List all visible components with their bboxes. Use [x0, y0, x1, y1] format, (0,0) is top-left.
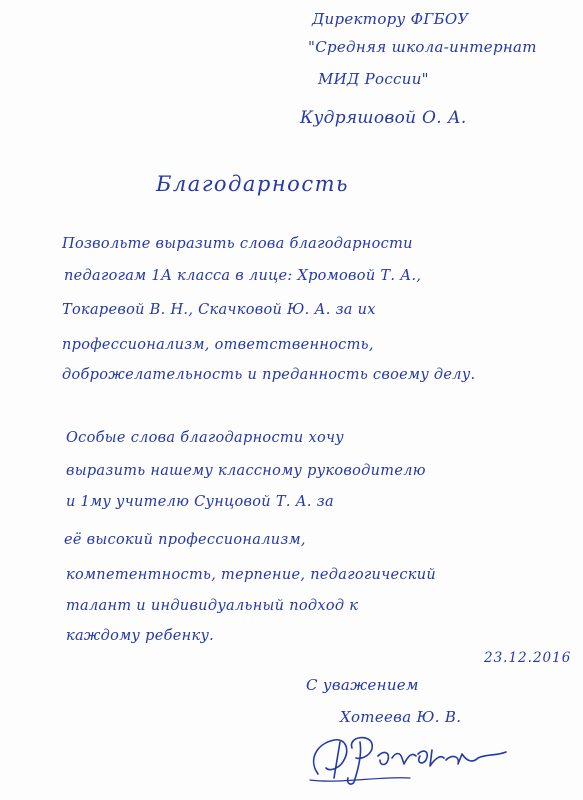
letter-title: Благодарность — [156, 172, 349, 196]
addressee-line-3: МИД России" — [318, 70, 429, 88]
addressee-name: Кудряшовой О. А. — [300, 108, 467, 128]
addressee-line-1: Директору ФГБОУ — [312, 10, 469, 28]
paragraph-2-line-7: каждому ребенку. — [66, 628, 215, 644]
signature-icon — [300, 730, 515, 790]
closing-phrase: С уважением — [306, 676, 419, 694]
addressee-line-2: "Средняя школа-интернат — [308, 38, 537, 56]
paragraph-1-line-1: Позвольте выразить слова благодарности — [62, 236, 413, 252]
signer-name: Хотеева Ю. В. — [340, 708, 462, 726]
paragraph-2-line-2: выразить нашему классному руководителю — [66, 463, 426, 479]
paragraph-2-line-6: талант и индивидуальный подход к — [66, 598, 359, 614]
paragraph-2-line-5: компетентность, терпение, педагогический — [66, 567, 436, 583]
paragraph-1-line-5: доброжелательность и преданность своему делу. — [62, 367, 476, 383]
paragraph-2-line-3: и 1му учителю Сунцовой Т. А. за — [66, 494, 334, 510]
letter-date: 23.12.2016 — [484, 650, 572, 666]
paragraph-1-line-4: профессионализм, ответственность, — [62, 337, 374, 353]
paragraph-1-line-2: педагогам 1А класса в лице: Хромовой Т. А., — [64, 268, 422, 284]
paragraph-1-line-3: Токаревой В. Н., Скачковой Ю. А. за их — [62, 302, 376, 318]
paragraph-2-line-1: Особые слова благодарности хочу — [66, 430, 345, 446]
paragraph-2-line-4: её высокий профессионализм, — [64, 532, 306, 548]
